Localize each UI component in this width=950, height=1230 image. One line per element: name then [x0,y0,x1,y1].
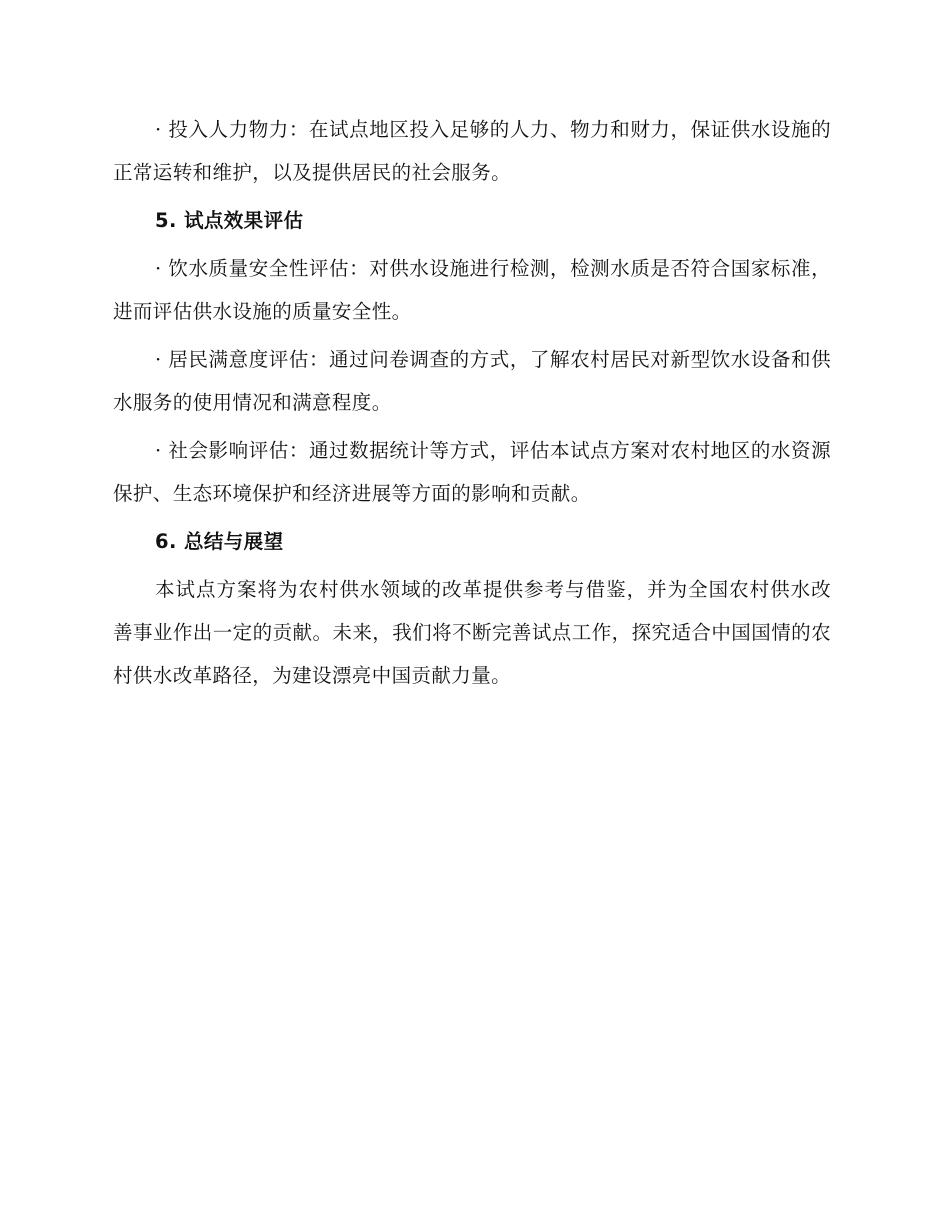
paragraph-water-quality-evaluation: · 饮水质量安全性评估：对供水设施进行检测，检测水质是否符合国家标准，进而评估供水设施的质量安全性。 [113,257,831,323]
section-heading-summary: 6. 总结与展望 [155,530,284,553]
paragraph-social-impact-evaluation: · 社会影响评估：通过数据统计等方式，评估本试点方案对农村地区的水资源保护、生态环境保护和经济进展等方面的影响和贡献。 [113,439,831,505]
document-page [113,108,831,702]
paragraph-summary: 本试点方案将为农村供水领域的改革提供参考与借鉴，并为全国农村供水改善事业作出一定的贡献。未来，我们将不断完善试点工作，探究适合中国国情的农村供水改革路径，为建设漂亮中国贡献力量。 [113,578,831,687]
paragraph-satisfaction-evaluation: · 居民满意度评估：通过问卷调查的方式，了解农村居民对新型饮水设备和供水服务的使用情况和满意程度。 [113,348,831,414]
section-heading-evaluation: 5. 试点效果评估 [155,209,304,232]
paragraph-resource-investment: · 投入人力物力：在试点地区投入足够的人力、物力和财力，保证供水设施的正常运转和维护，以及提供居民的社会服务。 [113,118,831,184]
